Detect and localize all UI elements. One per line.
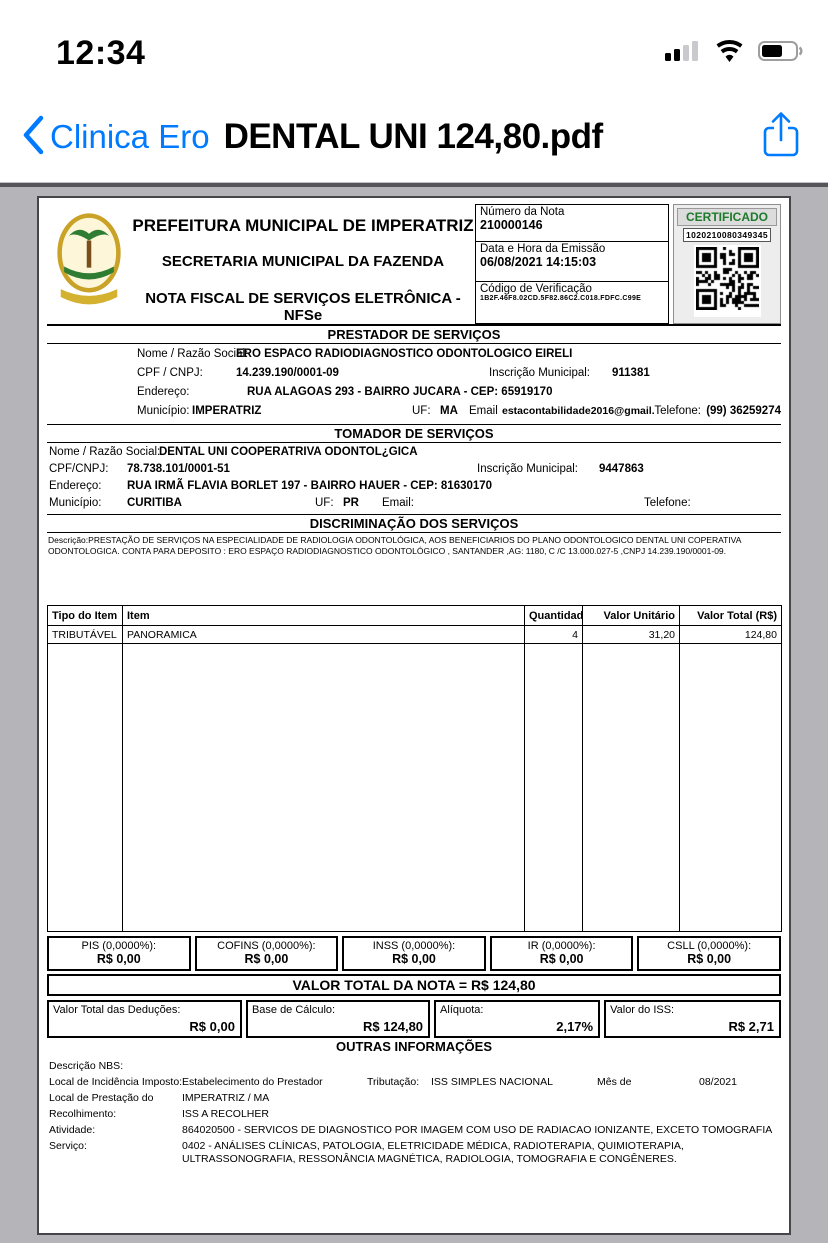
nota-number-label: Número da Nota (480, 206, 565, 218)
issuer-name: PREFEITURA MUNICIPAL DE IMPERATRIZ (132, 216, 474, 235)
issuer-department: SECRETARIA MUNICIPAL DA FAZENDA (161, 253, 445, 270)
pdf-page (37, 196, 791, 1235)
prestador-cnpj-label: CPF / CNPJ: (137, 367, 203, 379)
page-title: DENTAL UNI 124,80.pdf (223, 117, 603, 156)
prestador-telefone-value: (99) 36259274 (706, 405, 781, 417)
certificate-label: CERTIFICADO (677, 208, 777, 226)
tomador-section (47, 443, 781, 514)
outras-section (47, 1055, 781, 1170)
prestador-municipio-value: IMPERATRIZ (192, 405, 262, 417)
base-calculo-box (246, 1000, 430, 1038)
status-icons (665, 39, 804, 68)
mes-label: Mês de (597, 1076, 632, 1088)
valor-iss-label: Valor do ISS: (610, 1004, 675, 1016)
verification-code-box (475, 281, 669, 324)
tomador-section-title: TOMADOR DE SERVIÇOS (47, 424, 781, 443)
tomador-inscricao-value: 9447863 (599, 463, 644, 475)
tomador-municipio-label: Município: (49, 497, 102, 509)
col-valor-unitario: Valor Unitário (583, 606, 680, 626)
tomador-cnpj-label: CPF/CNPJ: (49, 463, 109, 475)
nav-bar (0, 92, 828, 183)
qr-code (694, 245, 761, 317)
pis-label: PIS (0,0000%): (81, 940, 157, 952)
impostos-row (47, 936, 781, 971)
tributacao-value: ISS SIMPLES NACIONAL (431, 1076, 553, 1088)
prestador-uf-value: MA (440, 405, 458, 417)
deducoes-value: R$ 0,00 (189, 1019, 235, 1034)
col-tipo-item: Tipo do Item (48, 606, 123, 626)
prestador-email-value: estacontabilidade2016@gmail. (502, 405, 655, 417)
verification-code-label: Código de Verificação (480, 283, 592, 295)
cofins-label: COFINS (0,0000%): (217, 940, 316, 952)
recolhimento-label: Recolhimento: (49, 1108, 117, 1120)
certificate-box (673, 204, 781, 324)
col-valor-total: Valor Total (R$) (680, 606, 782, 626)
servico-value: 0402 - ANÁLISES CLÍNICAS, PATOLOGIA, ELETRICIDADE MÉDICA, RADIOTERAPIA, QUIMIOTERAPIA, ULTRASSONOGRAFIA, RESSONÂNCIA MAGNÉTICA, RADIOLOGIA, TOMOGRAFIA E CONGÊNERES. (182, 1140, 684, 1165)
inss-box (342, 936, 486, 971)
csll-value: R$ 0,00 (687, 952, 732, 966)
tomador-nome-value: DENTAL UNI COOPERATRIVA ODONTOL¿GICA (159, 446, 418, 458)
tomador-cnpj-value: 78.738.101/0001-51 (127, 463, 230, 475)
outras-section-title: OUTRAS INFORMAÇÕES (336, 1039, 492, 1054)
certificate-number: 1020210080349345 (683, 228, 771, 242)
tributacao-label: Tributação: (367, 1076, 420, 1088)
incidencia-label: Local de Incidência Imposto: (49, 1076, 183, 1088)
items-table-header-row (48, 606, 782, 626)
inss-value: R$ 0,00 (392, 952, 436, 966)
deducoes-label: Valor Total das Deduções: (53, 1004, 181, 1016)
pdf-viewer[interactable] (0, 183, 828, 1243)
valor-iss-value: R$ 2,71 (728, 1019, 774, 1034)
ir-box (490, 936, 634, 971)
items-table (47, 605, 782, 932)
status-bar (0, 0, 828, 92)
pis-box (47, 936, 191, 971)
col-item: Item (123, 606, 525, 626)
verification-code-value: 1B2F.46F8.02CD.5F82.86C2.C018.FDFC.C99E (480, 295, 642, 302)
totais-row (47, 1000, 781, 1038)
prestador-nome-label: Nome / Razão Social: (137, 348, 249, 360)
aliquota-label: Alíquota: (440, 1004, 484, 1016)
prestador-nome-value: ERO ESPACO RADIODIAGNOSTICO ODONTOLOGICO EIRELI (236, 348, 573, 360)
deducoes-box (47, 1000, 242, 1038)
prestador-cnpj-value: 14.239.190/0001-09 (236, 367, 339, 379)
cell-quantidade: 4 (525, 626, 583, 644)
prestacao-value: IMPERATRIZ / MA (182, 1092, 270, 1104)
servicos-section-title: DISCRIMINAÇÃO DOS SERVIÇOS (47, 514, 781, 533)
prestador-section (47, 344, 781, 424)
recolhimento-value: ISS A RECOLHER (182, 1108, 269, 1120)
nbs-label: Descrição NBS: (49, 1060, 124, 1072)
cellular-signal-icon (665, 39, 701, 68)
table-empty-row (48, 644, 782, 932)
prestador-telefone-label: Telefone: (654, 405, 701, 417)
cell-valor-unitario: 31,20 (583, 626, 680, 644)
servicos-descricao: Descrição:PRESTAÇÃO DE SERVIÇOS NA ESPECIALIDADE DE RADIOLOGIA ODONTOLÓGICA, AOS BENEFICIARIOS DO PLANO ODONTOLOGICO DENTAL UNI COPERATIVA ODONTOLOGICA. CONTA PARA DEPOSITO : ERO ESPAÇO RADIODIAGNOSTICO ODONTOLÓGICO , SANTANDER ,AG: 1180, C /C 13.000.027-5 ,CNPJ 14.239.190/0001-09. (48, 535, 741, 556)
share-up-arrow-icon (762, 146, 800, 163)
wifi-icon (713, 39, 746, 68)
cofins-value: R$ 0,00 (244, 952, 289, 966)
issuer-titles (131, 204, 475, 324)
aliquota-value: 2,17% (556, 1019, 594, 1034)
prestacao-label: Local de Prestação do (49, 1092, 154, 1104)
ir-value: R$ 0,00 (539, 952, 584, 966)
nfse-header (47, 204, 781, 326)
tomador-email-label: Email: (382, 497, 414, 509)
table-row (48, 626, 782, 644)
cell-tipo-item: TRIBUTÁVEL (48, 626, 123, 644)
cell-item: PANORAMICA (123, 626, 525, 644)
atividade-label: Atividade: (49, 1124, 96, 1136)
prestador-email-label: Email (469, 405, 498, 417)
tomador-endereco-label: Endereço: (49, 480, 102, 492)
emission-date-box (475, 241, 669, 282)
tomador-uf-label: UF: (315, 497, 334, 509)
back-label: Clinica Ero (50, 118, 210, 155)
prestador-municipio-label: Município: (137, 405, 190, 417)
mes-value: 08/2021 (699, 1076, 737, 1088)
prestador-endereco-value: RUA ALAGOAS 293 - BAIRRO JUCARA - CEP: 65919170 (247, 386, 553, 398)
prestador-section-title: PRESTADOR DE SERVIÇOS (47, 326, 781, 344)
base-calculo-value: R$ 124,80 (363, 1019, 424, 1034)
ir-label: IR (0,0000%): (527, 940, 596, 952)
emission-date-value: 06/08/2021 14:15:03 (480, 255, 597, 269)
servico-label: Serviço: (49, 1140, 87, 1152)
tomador-municipio-value: CURITIBA (127, 497, 182, 509)
incidencia-value: Estabelecimento do Prestador (182, 1076, 323, 1088)
prestador-inscricao-label: Inscrição Municipal: (489, 367, 590, 379)
csll-label: CSLL (0,0000%): (667, 940, 752, 952)
col-quantidade: Quantidad (525, 606, 583, 626)
inss-label: INSS (0,0000%): (372, 940, 456, 952)
cell-valor-total: 124,80 (680, 626, 782, 644)
tomador-uf-value: PR (343, 497, 359, 509)
tomador-inscricao-label: Inscrição Municipal: (477, 463, 578, 475)
tomador-nome-label: Nome / Razão Social: (49, 446, 161, 458)
nfse-meta (475, 204, 669, 324)
share-button[interactable] (756, 107, 806, 168)
tomador-endereco-value: RUA IRMÃ FLAVIA BORLET 197 - BAIRRO HAUER - CEP: 81630170 (127, 480, 493, 492)
cofins-box (195, 936, 339, 971)
valor-total-bar: VALOR TOTAL DA NOTA = R$ 124,80 (47, 974, 781, 996)
prestador-uf-label: UF: (412, 405, 431, 417)
prestador-inscricao-value: 911381 (612, 367, 650, 379)
atividade-value: 864020500 - SERVICOS DE DIAGNOSTICO POR IMAGEM COM USO DE RADIACAO IONIZANTE, EXCETO TOMOGRAFIA (182, 1124, 773, 1136)
battery-icon (758, 40, 804, 67)
base-calculo-label: Base de Cálculo: (251, 1004, 336, 1016)
csll-box (637, 936, 781, 971)
status-time: 12:34 (56, 33, 146, 72)
nota-number-box (475, 204, 669, 242)
emission-date-label: Data e Hora da Emissão (480, 243, 606, 255)
back-button[interactable] (22, 113, 210, 162)
nota-number-value: 210000146 (480, 218, 543, 232)
prestador-endereco-label: Endereço: (137, 386, 190, 398)
tomador-telefone-label: Telefone: (644, 497, 691, 509)
chevron-left-icon (22, 113, 44, 162)
valor-iss-box (604, 1000, 781, 1038)
pis-value: R$ 0,00 (96, 952, 141, 966)
aliquota-box (434, 1000, 600, 1038)
document-type-title: NOTA FISCAL DE SERVIÇOS ELETRÔNICA - NFSe (145, 290, 461, 324)
municipality-crest-logo (47, 204, 131, 324)
